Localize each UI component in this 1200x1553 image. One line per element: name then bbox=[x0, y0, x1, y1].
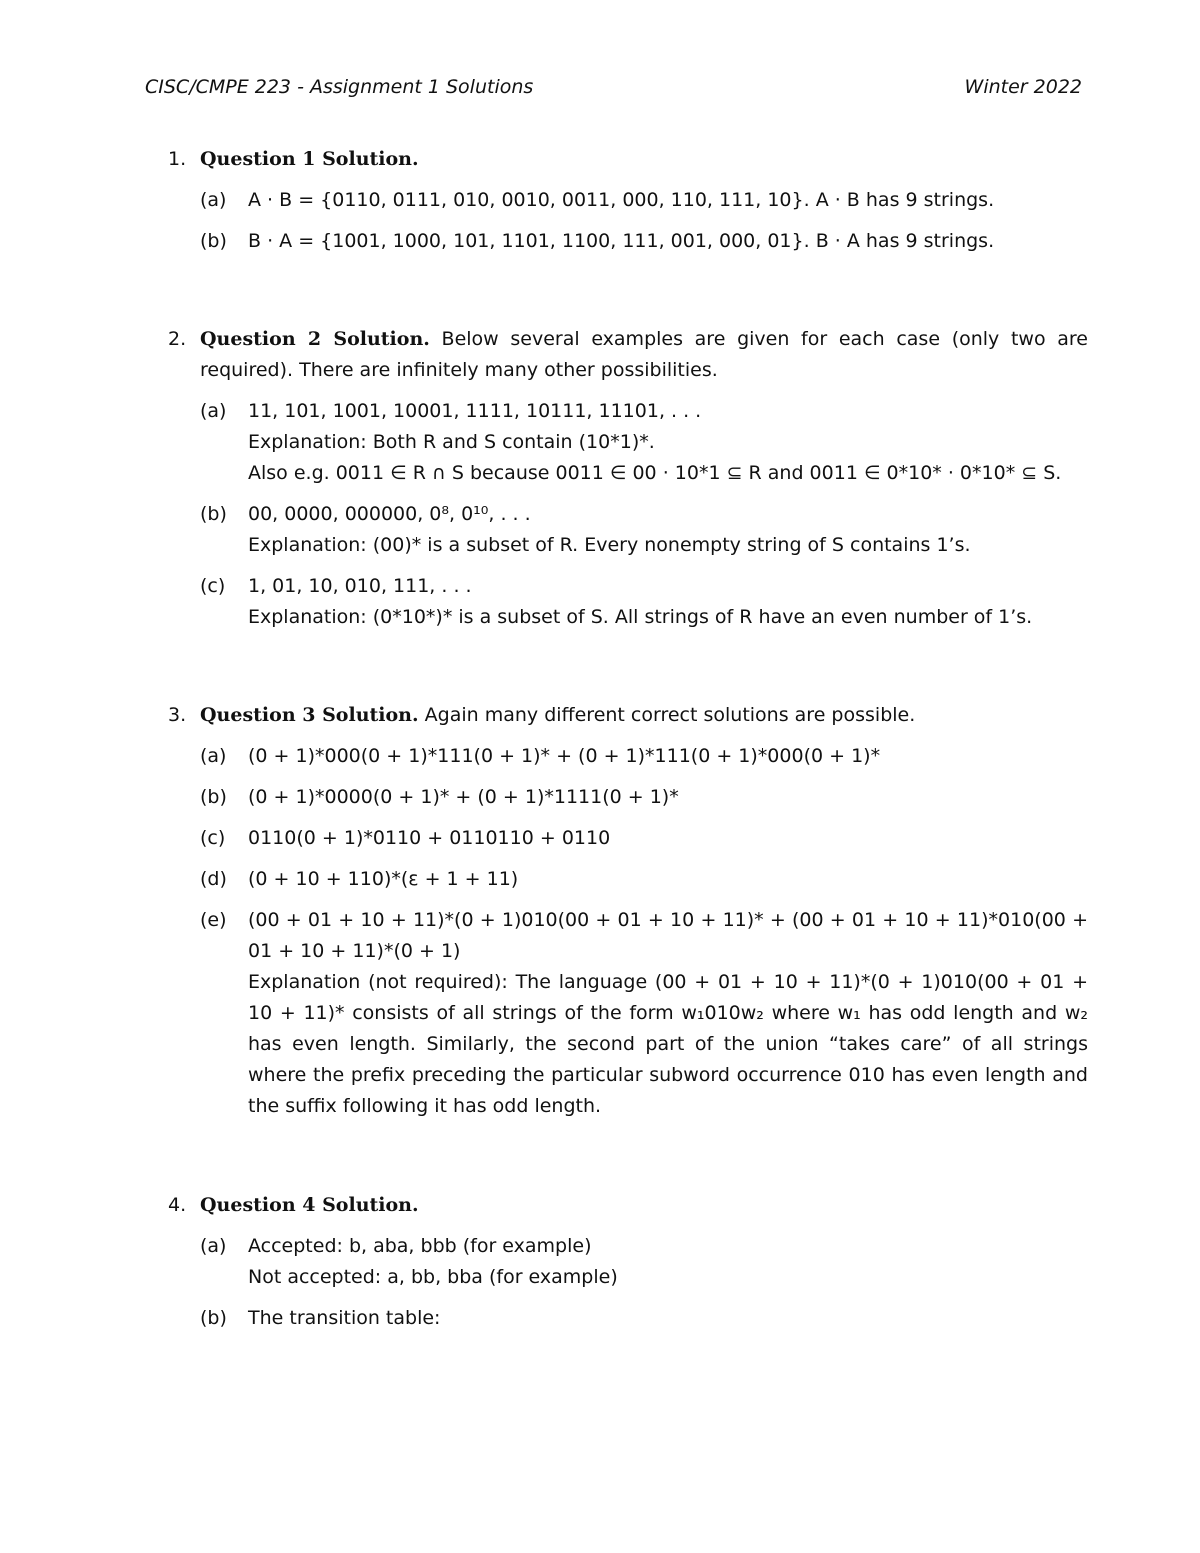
question-4 bbox=[168, 1190, 1088, 1344]
item-text: (0 + 1)*0000(0 + 1)* + (0 + 1)*1111(0 + 1)* bbox=[248, 786, 679, 808]
question-title: Question 2 Solution. bbox=[200, 328, 430, 350]
answer-item bbox=[200, 905, 1088, 1122]
question-number: 1. bbox=[168, 148, 187, 170]
item-label: (b) bbox=[200, 1307, 227, 1329]
answer-item bbox=[200, 1303, 1088, 1334]
item-line: Explanation: Both R and S contain (10*1)*. bbox=[248, 431, 655, 453]
item-text: (0 + 1)*000(0 + 1)*111(0 + 1)* + (0 + 1)*111(0 + 1)*000(0 + 1)* bbox=[248, 745, 881, 767]
item-explanation: Explanation (not required): The language (00 + 01 + 10 + 11)*(0 + 1)010(00 + 01 + 10 + 11)* consists of all strings of the form w₁010w₂ where w₁ has odd length and w₂ has even length. Similarly, the second part of the union “takes care” of all strings where the prefix preceding the particular subword occurrence 010 has even length and the suffix following it has odd length. bbox=[248, 971, 1088, 1117]
item-line: 00, 0000, 000000, 0⁸, 0¹⁰, . . . bbox=[248, 503, 531, 525]
item-line: 1, 01, 10, 010, 111, . . . bbox=[248, 575, 472, 597]
course-title: CISC/CMPE 223 - Assignment 1 Solutions bbox=[145, 76, 534, 98]
question-2 bbox=[168, 324, 1088, 643]
answer-item bbox=[200, 396, 1088, 489]
question-1 bbox=[168, 144, 1088, 267]
question-number: 2. bbox=[168, 328, 187, 350]
item-line: Explanation: (0*10*)* is a subset of S. All strings of R have an even number of 1’s. bbox=[248, 606, 1033, 628]
answer-item bbox=[200, 864, 1088, 895]
term-label: Winter 2022 bbox=[964, 76, 1082, 98]
item-label: (a) bbox=[200, 400, 227, 422]
item-expression: (00 + 01 + 10 + 11)*(0 + 1)010(00 + 01 + 10 + 11)* + (00 + 01 + 10 + 11)*010(00 + 01 + 10 + 11)*(0 + 1) bbox=[248, 909, 1088, 962]
question-intro: Below several examples are given for each case (only two are required). There are infinitely many other possibilities. bbox=[200, 328, 1088, 381]
answer-item bbox=[200, 782, 1088, 813]
item-label: (b) bbox=[200, 786, 227, 808]
question-3 bbox=[168, 700, 1088, 1132]
answer-item bbox=[200, 226, 1088, 257]
answer-item bbox=[200, 571, 1088, 633]
item-label: (b) bbox=[200, 503, 227, 525]
item-label: (e) bbox=[200, 909, 227, 931]
item-label: (b) bbox=[200, 230, 227, 252]
page-header bbox=[145, 76, 1082, 104]
item-text: (0 + 10 + 110)*(ε + 1 + 11) bbox=[248, 868, 519, 890]
item-label: (a) bbox=[200, 189, 227, 211]
item-label: (a) bbox=[200, 1235, 227, 1257]
answer-item bbox=[200, 741, 1088, 772]
item-text: The transition table: bbox=[248, 1307, 441, 1329]
item-line: Also e.g. 0011 ∈ R ∩ S because 0011 ∈ 00 · 10*1 ⊆ R and 0011 ∈ 0*10* · 0*10* ⊆ S. bbox=[248, 462, 1062, 484]
item-label: (c) bbox=[200, 575, 226, 597]
question-number: 4. bbox=[168, 1194, 187, 1216]
item-label: (c) bbox=[200, 827, 226, 849]
item-text: B · A = {1001, 1000, 101, 1101, 1100, 111, 001, 000, 01}. B · A has 9 strings. bbox=[248, 230, 995, 252]
question-number: 3. bbox=[168, 704, 187, 726]
question-title: Question 1 Solution. bbox=[200, 148, 419, 170]
question-title: Question 4 Solution. bbox=[200, 1194, 419, 1216]
item-line: Not accepted: a, bb, bba (for example) bbox=[248, 1266, 618, 1288]
question-title: Question 3 Solution. bbox=[200, 704, 419, 726]
item-text: A · B = {0110, 0111, 010, 0010, 0011, 000, 110, 111, 10}. A · B has 9 strings. bbox=[248, 189, 995, 211]
item-line: Explanation: (00)* is a subset of R. Every nonempty string of S contains 1’s. bbox=[248, 534, 971, 556]
answer-item bbox=[200, 185, 1088, 216]
item-line: 11, 101, 1001, 10001, 1111, 10111, 11101, . . . bbox=[248, 400, 702, 422]
item-text: 0110(0 + 1)*0110 + 0110110 + 0110 bbox=[248, 827, 611, 849]
item-line: Accepted: b, aba, bbb (for example) bbox=[248, 1235, 592, 1257]
question-intro: Again many different correct solutions are possible. bbox=[418, 704, 916, 726]
answer-item bbox=[200, 823, 1088, 854]
item-label: (a) bbox=[200, 745, 227, 767]
answer-item bbox=[200, 1231, 1088, 1293]
item-label: (d) bbox=[200, 868, 227, 890]
answer-item bbox=[200, 499, 1088, 561]
